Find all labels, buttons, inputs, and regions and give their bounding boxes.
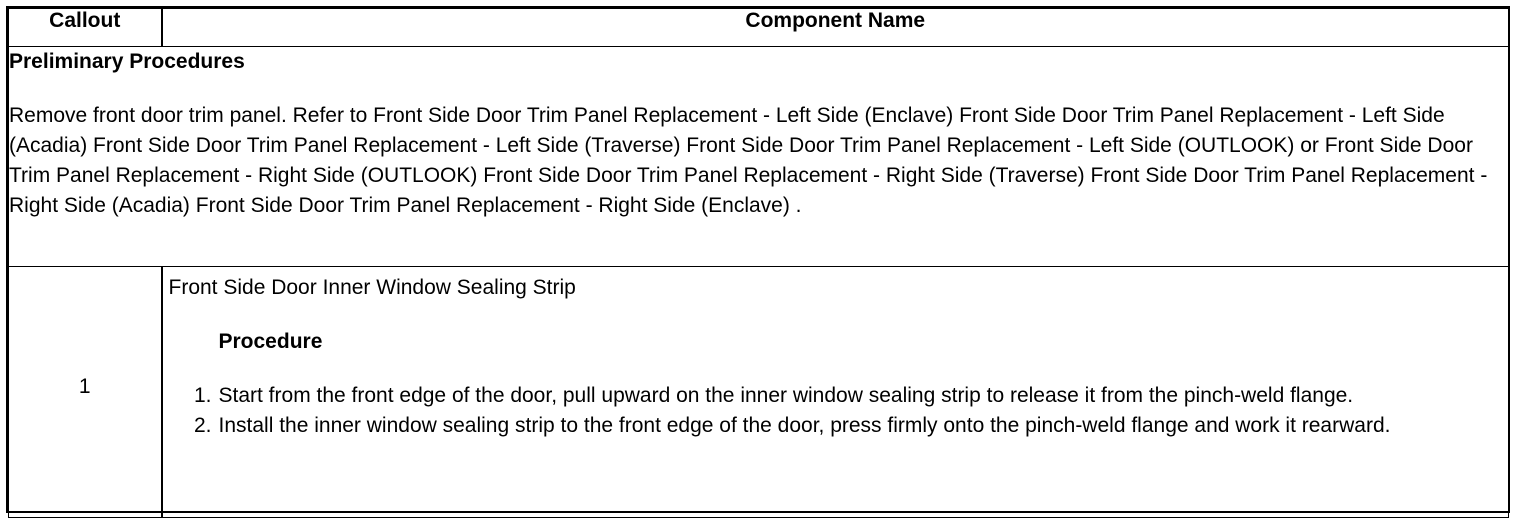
procedure-step — [193, 411, 1503, 441]
column-header-component-name: Component Name — [162, 9, 1509, 47]
table-row — [9, 267, 1509, 518]
component-cell — [162, 267, 1509, 518]
step-number: 2. — [193, 414, 212, 437]
preliminary-procedures-title: Preliminary Procedures — [9, 50, 245, 73]
table-header-row — [9, 9, 1509, 47]
column-header-callout: Callout — [9, 9, 162, 47]
procedure-table — [8, 8, 1509, 518]
procedure-title: Procedure — [218, 330, 323, 353]
step-text: Start from the front edge of the door, pull upward on the inner window sealing strip to release it from the pinch-weld flange. — [218, 384, 1354, 407]
preliminary-procedures-text: Remove front door trim panel. Refer to Front Side Door Trim Panel Replacement - Left Side (Enclave) Front Side Door Trim Panel Replacement - Left Side (Acadia) Front Side Door Trim Panel Replacement - Left Side (Traverse) Front Side Door Trim Panel Replacement - Left Side (OUTLOOK) or Front Side Door Trim Panel Replacement - Right Side (OUTLOOK) Front Side Door Trim Panel Replacement - Right Side (Traverse) Front Side Door Trim Panel Replacement - Right Side (Acadia) Front Side Door Trim Panel Replacement - Right Side (Enclave) . — [9, 104, 1488, 217]
procedure-sheet — [6, 6, 1510, 513]
component-name: Front Side Door Inner Window Sealing Strip — [168, 276, 576, 299]
callout-number: 1 — [9, 267, 162, 518]
procedure-step — [193, 381, 1503, 411]
preliminary-procedures-row — [9, 47, 1509, 267]
preliminary-procedures-cell — [9, 47, 1509, 267]
step-text: Install the inner window sealing strip to the front edge of the door, press firmly onto the pinch-weld flange and work it rearward. — [218, 414, 1391, 437]
step-number: 1. — [193, 384, 212, 407]
procedure-steps — [169, 381, 1503, 441]
